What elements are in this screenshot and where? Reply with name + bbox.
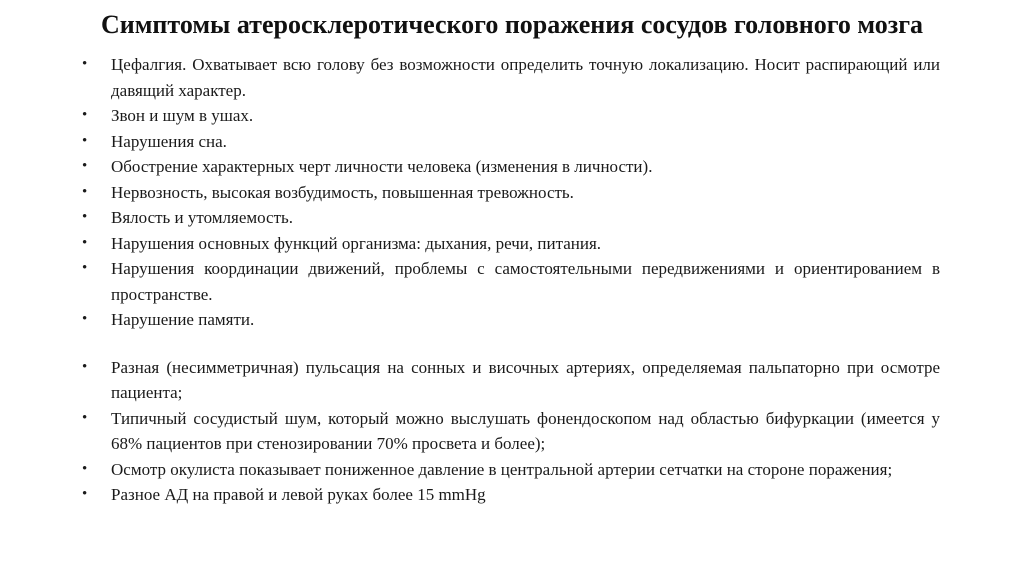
- list-item: [78, 103, 940, 129]
- list-item: [78, 256, 940, 307]
- bullet-icon: •: [82, 183, 88, 200]
- list-item-text: Вялость и утомляемость.: [111, 208, 294, 227]
- list-item: [78, 406, 940, 457]
- bullet-icon: •: [82, 409, 88, 426]
- list-item-text: Разная (несимметричная) пульсация на сонных и височных артериях, определяемая пальпаторно при осмотре пациента;: [111, 357, 940, 402]
- list-item: [78, 205, 940, 231]
- bullet-icon: •: [82, 158, 88, 174]
- bullet-icon: •: [82, 358, 88, 375]
- list-item-text: Разное АД на правой и левой руках более 15 mmHg: [111, 485, 486, 504]
- list-item-text: Типичный сосудистый шум, который можно выслушать фонендоскопом над областью бифуркации (имеется у 68% пациентов при стенозировании 70% просвета и более);: [111, 408, 940, 453]
- list-spacer: [78, 333, 940, 355]
- list-item-text: Звон и шум в ушах.: [111, 106, 254, 125]
- bullet-icon: •: [82, 460, 88, 477]
- symptom-list: [78, 52, 940, 508]
- list-item: [78, 355, 940, 406]
- bullet-icon: •: [82, 234, 88, 251]
- list-item: [78, 180, 940, 206]
- bullet-icon: •: [82, 486, 88, 502]
- list-item: [78, 154, 940, 180]
- list-item-text: Осмотр окулиста показывает пониженное давление в центральной артерии сетчатки на стороне поражения;: [111, 459, 893, 479]
- list-item: [78, 129, 940, 155]
- list-item: [78, 482, 940, 508]
- list-item: [78, 457, 940, 483]
- list-item: [78, 52, 940, 103]
- bullet-icon: •: [82, 56, 88, 72]
- bullet-icon: •: [82, 132, 88, 149]
- slide-title: Симптомы атеросклеротического поражения сосудов головного мозга: [100, 10, 924, 39]
- list-item-text: Нарушения сна.: [111, 131, 227, 151]
- bullet-icon: •: [82, 260, 88, 276]
- list-item-text: Обострение характерных черт личности человека (изменения в личности).: [111, 157, 653, 176]
- list-item-text: Нарушения основных функций организма: дыхания, речи, питания.: [111, 233, 602, 253]
- list-item: [78, 307, 940, 333]
- bullet-icon: •: [82, 311, 88, 327]
- list-item-text: Нарушение памяти.: [111, 310, 255, 329]
- list-item-text: Нарушения координации движений, проблемы с самостоятельными передвижениями и ориентированием в пространстве.: [111, 259, 940, 304]
- list-item-text: Нервозность, высокая возбудимость, повышенная тревожность.: [111, 182, 574, 202]
- bullet-icon: •: [82, 209, 88, 225]
- list-item: [78, 231, 940, 257]
- bullet-icon: •: [82, 107, 88, 123]
- list-item-text: Цефалгия. Охватывает всю голову без возможности определить точную локализацию. Носит распирающий или давящий характер.: [111, 55, 940, 100]
